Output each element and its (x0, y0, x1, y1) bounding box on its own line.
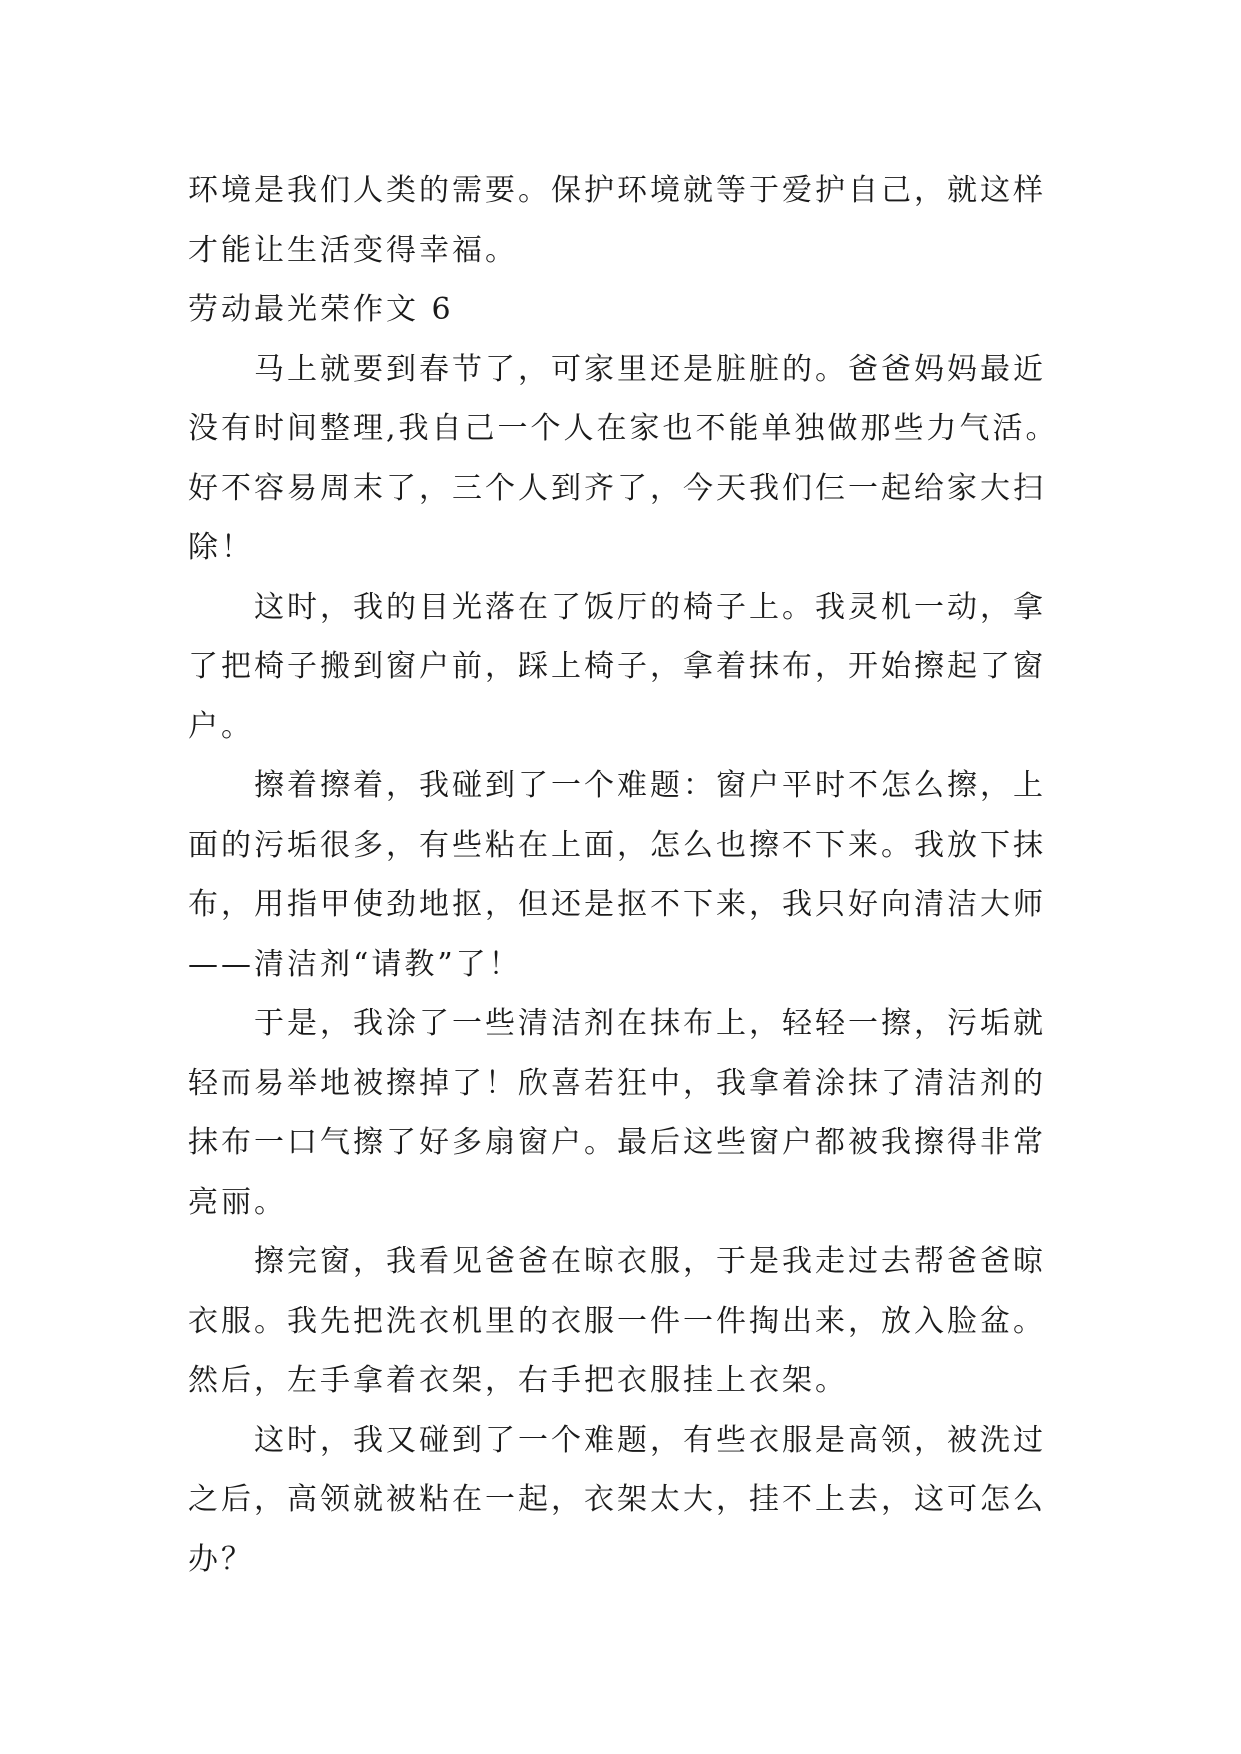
text-line: 环境是我们人类的需要。保护环境就等于爱护自己，就这样 (188, 173, 1046, 208)
text-line: 办？ (188, 1541, 254, 1577)
paragraph-start-line: 擦着擦着，我碰到了一个难题：窗户平时不怎么擦，上 (254, 768, 1046, 803)
paragraph-start-line: 于是，我涂了一些清洁剂在抹布上，轻轻一擦，污垢就 (254, 1006, 1046, 1041)
text-line: ——清洁剂“请教”了！ (188, 946, 522, 982)
text-line: 户。 (188, 708, 254, 744)
text-line: 才能让生活变得幸福。 (188, 232, 518, 268)
text-line: 布，用指甲使劲地抠，但还是抠不下来，我只好向清洁大师 (188, 887, 1046, 922)
text-line: 衣服。我先把洗衣机里的衣服一件一件掏出来，放入脸盆。 (188, 1303, 1046, 1339)
text-line: 除！ (188, 530, 254, 565)
text-line: 然后，左手拿着衣架，右手把衣服挂上衣架。 (188, 1363, 848, 1398)
paragraph-start-line: 擦完窗，我看见爸爸在晾衣服，于是我走过去帮爸爸晾 (254, 1244, 1046, 1279)
text-line: 好不容易周末了，三个人到齐了，今天我们仨一起给家大扫 (188, 470, 1046, 506)
paragraph-start-line: 马上就要到春节了，可家里还是脏脏的。爸爸妈妈最近 (254, 351, 1046, 387)
text-line: 轻而易举地被擦掉了！欣喜若狂中，我拿着涂抹了清洁剂的 (188, 1065, 1046, 1101)
text-line: 之后，高领就被粘在一起，衣架太大，挂不上去，这可怎么 (188, 1482, 1046, 1517)
text-line: 面的污垢很多，有些粘在上面，怎么也擦不下来。我放下抹 (188, 827, 1046, 863)
paragraph-start-line: 这时，我的目光落在了饭厅的椅子上。我灵机一动，拿 (254, 589, 1046, 625)
paragraph-start-line: 这时，我又碰到了一个难题，有些衣服是高领，被洗过 (254, 1422, 1046, 1458)
text-line: 了把椅子搬到窗户前，踩上椅子，拿着抹布，开始擦起了窗 (188, 649, 1046, 684)
text-line: 没有时间整理,我自己一个人在家也不能单独做那些力气活。 (188, 411, 1059, 446)
document-page (188, 161, 1068, 1589)
text-line: 抹布一口气擦了好多扇窗户。最后这些窗户都被我擦得非常 (188, 1125, 1046, 1160)
text-line: 亮丽。 (188, 1184, 287, 1220)
essay-title: 劳动最光荣作文 6 (188, 292, 454, 327)
